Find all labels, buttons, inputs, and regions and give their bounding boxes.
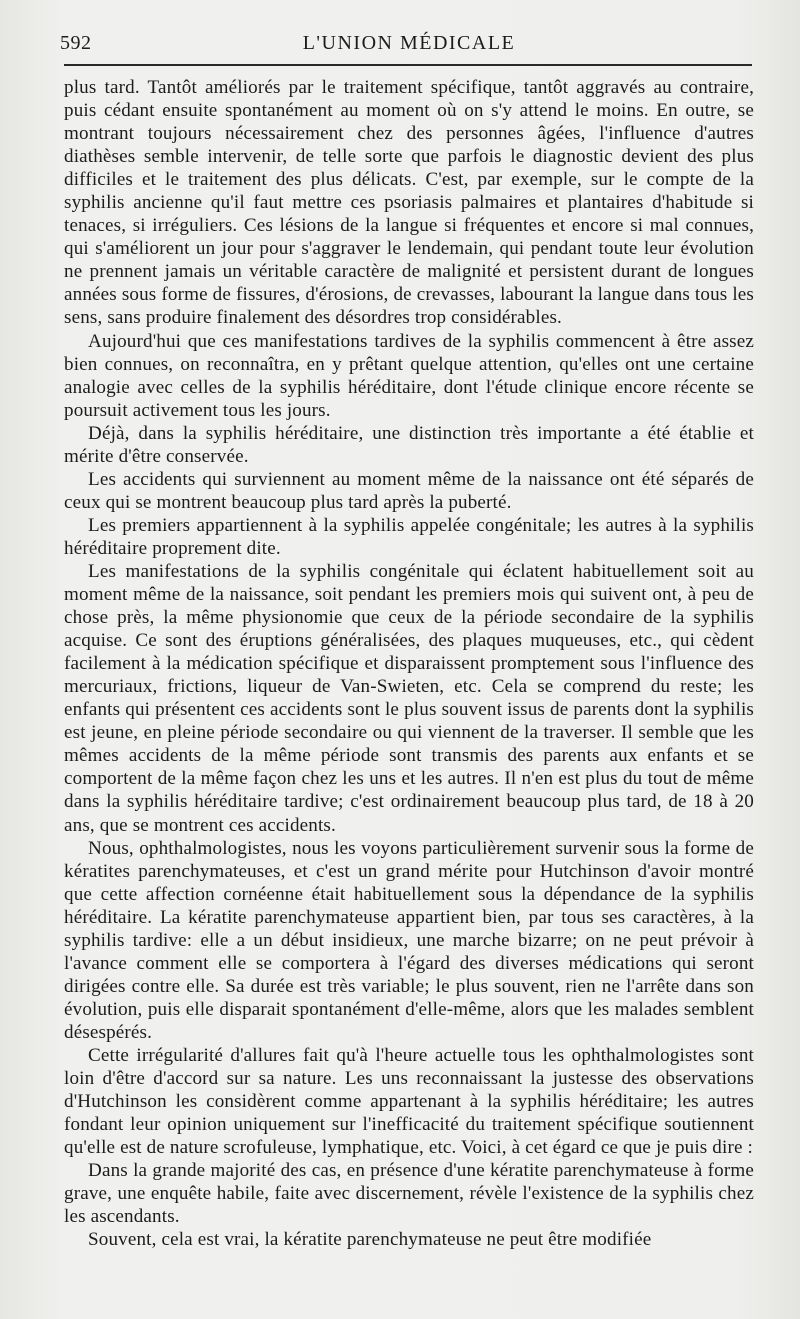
running-title: L'UNION MÉDICALE bbox=[302, 32, 516, 54]
paragraph: Dans la grande majorité des cas, en présence d'une kératite parenchymateuse à forme grave, une enquête habile, faite avec discernement, révèle l'existence de la syphilis chez les ascendants. bbox=[64, 1160, 754, 1228]
paragraph: Cette irrégularité d'allures fait qu'à l'heure actuelle tous les ophthalmologistes sont loin d'être d'accord sur sa nature. Les uns reconnaissant la justesse des observations d'Hutchinson les considèrent comme appartenant à la syphilis héréditaire; les autres fondant leur opinion uniquement sur l'inefficacité du traitement spécifique soutiennent qu'elle est de nature scrofuleuse, lymphatique, etc. Voici, à cet égard ce que je puis dire : bbox=[64, 1044, 754, 1159]
paragraph: Aujourd'hui que ces manifestations tardives de la syphilis commencent à être assez bien connues, on reconnaîtra, en y prêtant quelque attention, qu'elles ont une certaine analogie avec celles de la syphilis héréditaire, dont l'étude clinique encore récente se poursuit activement tous les jours. bbox=[64, 330, 754, 421]
paragraph: Déjà, dans la syphilis héréditaire, une distinction très importante a été établie et mérite d'être conservée. bbox=[64, 422, 754, 467]
paragraph: Les premiers appartiennent à la syphilis appelée congénitale; les autres à la syphilis héréditaire proprement dite. bbox=[64, 514, 754, 559]
page-number: 592 bbox=[60, 32, 92, 54]
paragraph: Souvent, cela est vrai, la kératite parenchymateuse ne peut être modifiée bbox=[88, 1229, 652, 1251]
body-text bbox=[64, 76, 754, 1251]
paragraph: Les accidents qui surviennent au moment même de la naissance ont été séparés de ceux qui se montrent beaucoup plus tard après la puberté. bbox=[64, 468, 754, 513]
paragraph: plus tard. Tantôt améliorés par le traitement spécifique, tantôt aggravés au contraire, puis cédant ensuite spontanément au moment où on s'y attend le moins. En outre, se montrant toujours nécessairement chez des personnes âgées, l'influence d'autres diathèses semble intervenir, de telle sorte que parfois le diagnostic devient des plus difficiles et le traitement des plus délicats. C'est, par exemple, sur le compte de la syphilis ancienne qu'il faut mettre ces psoriasis palmaires et plantaires d'habitude si tenaces, si irréguliers. Ces lésions de la langue si fréquentes et encore si mal connues, qui s'améliorent un jour pour s'aggraver le lendemain, qui pendant toute leur évolution ne prennent jamais un véritable caractère de malignité et persistent durant de longues années sous forme de fissures, d'érosions, de crevasses, labourant la langue dans tous les sens, sans produire finalement des désordres trop considérables. bbox=[64, 77, 754, 329]
paragraph: Les manifestations de la syphilis congénitale qui éclatent habituellement soit au moment même de la naissance, soit pendant les premiers mois qui suivent ont, à peu de chose près, la même physionomie que ceux de la période secondaire de la syphilis acquise. Ce sont des éruptions généralisées, des plaques muqueuses, etc., qui cèdent facilement à la médication spécifique et disparaissent promptement sous l'influence des mercuriaux, frictions, liqueur de Van-Swieten, etc. Cela se comprend du reste; les enfants qui présentent ces accidents sont le plus souvent issus de parents dont la syphilis est jeune, en pleine période secondaire ou qui viennent de la traverser. Il semble que les mêmes accidents de la même période sont transmis des parents aux enfants et se comportent de la même façon chez les uns et les autres. Il n'en est plus du tout de même dans la syphilis héréditaire tardive; c'est ordinairement beaucoup plus tard, de 18 à 20 ans, que se montrent ces accidents. bbox=[64, 560, 754, 836]
paragraph: Nous, ophthalmologistes, nous les voyons particulièrement survenir sous la forme de kératites parenchymateuses, et c'est un grand mérite pour Hutchinson d'avoir montré que cette affection cornéenne était habituellement sous la dépendance de la syphilis héréditaire. La kératite parenchymateuse appartient bien, par tous ses caractères, à la syphilis tardive: elle a un début insidieux, une marche bizarre; on ne peut prévoir à l'avance comment elle se comportera à l'égard des diverses médications qui seront dirigées contre elle. Sa durée est très variable; le plus souvent, rien ne l'arrête dans son évolution, puis elle disparait spontanément d'elle-même, alors que les malades semblent désespérés. bbox=[64, 837, 754, 1043]
header-rule bbox=[64, 64, 752, 66]
page-header bbox=[60, 30, 754, 64]
